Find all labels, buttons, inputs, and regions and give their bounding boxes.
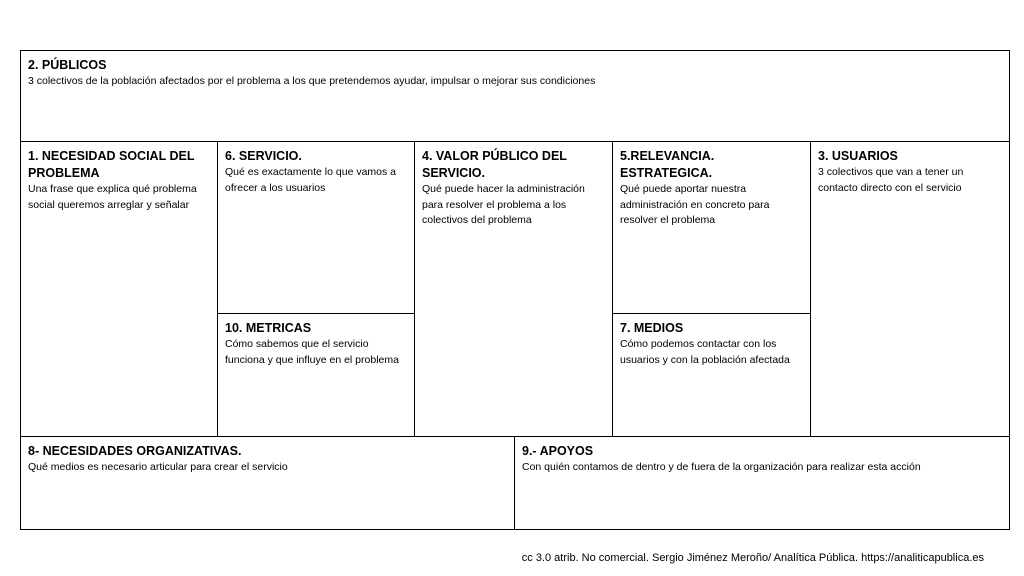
cell-servicio <box>217 141 415 314</box>
cell-description: 3 colectivos que van a tener un contacto directo con el servicio <box>818 166 964 194</box>
cell-title: 3. USUARIOS <box>818 149 898 163</box>
cell-description: Con quién contamos de dentro y de fuera de la organización para realizar esta acción <box>522 461 921 473</box>
cell-description: 3 colectivos de la población afectados por el problema a los que pretendemos ayudar, impulsar o mejorar sus condiciones <box>28 75 596 87</box>
cell-description: Qué es exactamente lo que vamos a ofrecer a los usuarios <box>225 166 397 194</box>
cell-description: Una frase que explica qué problema social queremos arreglar y señalar <box>28 183 197 211</box>
cell-title: 8- NECESIDADES ORGANIZATIVAS. <box>28 444 242 458</box>
footer-credit: cc 3.0 atrib. No comercial. Sergio Jiménez Meroño/ Analítica Pública. https://analiticapublica.es <box>521 552 984 564</box>
cell-title: 6. SERVICIO. <box>225 149 302 163</box>
cell-title: 7. MEDIOS <box>620 321 684 335</box>
cell-description: Qué puede aportar nuestra administración en concreto para resolver el problema <box>620 183 770 226</box>
cell-description: Cómo podemos contactar con los usuarios y con la población afectada <box>620 338 790 366</box>
cell-description: Qué puede hacer la administración para resolver el problema a los colectivos del problema <box>422 183 585 226</box>
cell-description: Qué medios es necesario articular para crear el servicio <box>28 461 288 473</box>
cell-title: 9.- APOYOS <box>522 444 594 458</box>
cell-usuarios <box>810 141 1010 437</box>
cell-description: Cómo sabemos que el servicio funciona y que influye en el problema <box>225 338 399 366</box>
cell-apoyos <box>514 436 1010 530</box>
cell-relevancia-estrategica <box>612 141 811 314</box>
cell-valor-publico <box>414 141 613 437</box>
cell-title: 4. VALOR PÚBLICO DEL SERVICIO. <box>422 149 567 180</box>
cell-publicos <box>20 50 1010 142</box>
cell-title: 10. METRICAS <box>225 321 312 335</box>
cell-medios <box>612 313 811 437</box>
cell-title: 2. PÚBLICOS <box>28 58 107 72</box>
cell-title: 5.RELEVANCIA. ESTRATEGICA. <box>620 149 715 180</box>
cell-metricas <box>217 313 415 437</box>
cell-necesidad-social <box>20 141 218 437</box>
cell-necesidades-organizativas <box>20 436 515 530</box>
cell-title: 1. NECESIDAD SOCIAL DEL PROBLEMA <box>28 149 195 180</box>
